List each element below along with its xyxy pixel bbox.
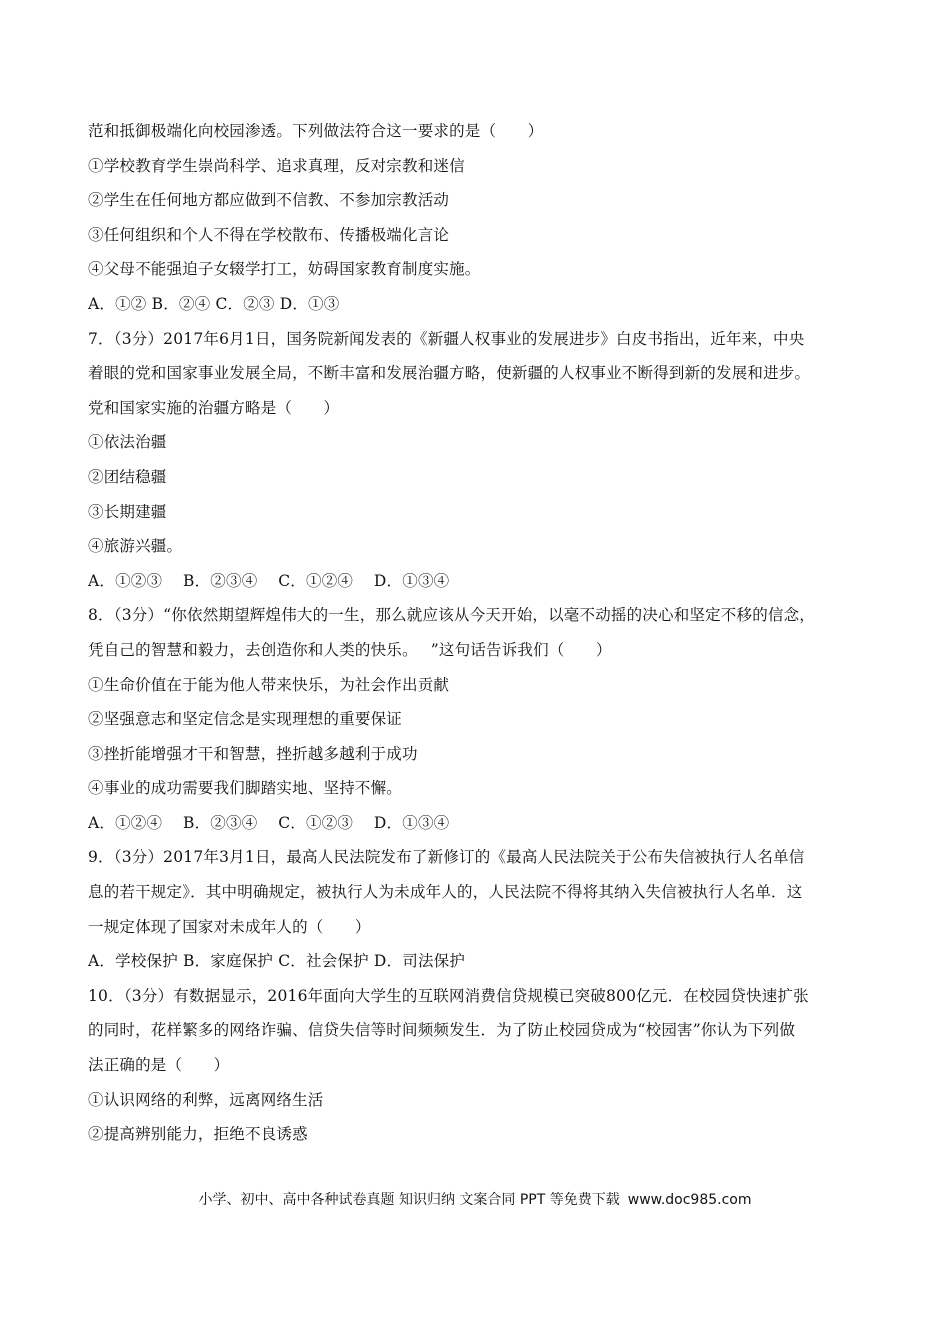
text-line: ②坚强意志和坚定信念是实现理想的重要保证 <box>88 710 403 729</box>
text-line: A．①② B．②④ C．②③ D．①③ <box>88 294 340 313</box>
text-line: 息的若干规定》．其中明确规定，被执行人为未成年人的，人民法院不得将其纳入失信被执行人名单．这 <box>88 883 803 902</box>
page-footer <box>0 1188 950 1212</box>
text-line: 一规定体现了国家对未成年人的（ ） <box>88 917 371 936</box>
text-line: 党和国家实施的治疆方略是（ ） <box>88 398 340 417</box>
text-line: ④旅游兴疆。 <box>88 537 183 556</box>
text-line: ①认识网络的利弊，远离网络生活 <box>88 1090 324 1109</box>
text-line: ①生命价值在于能为他人带来快乐，为社会作出贡献 <box>88 675 450 694</box>
text-line: A．①②④ B．②③④ C．①②③ D．①③④ <box>88 813 450 832</box>
text-line: ④父母不能强迫子女辍学打工，妨碍国家教育制度实施。 <box>88 260 481 279</box>
text-line: 凭自己的智慧和毅力，去创造你和人类的快乐。 ”这句话告诉我们（ ） <box>88 640 612 659</box>
text-line: 9．（3分）2017年3月1日，最高人民法院发布了新修订的《最高人民法院关于公布失信被执行人名单信 <box>88 848 805 867</box>
text-line: 法正确的是（ ） <box>88 1056 230 1075</box>
text-line: ③长期建疆 <box>88 502 167 521</box>
text-line: ④事业的成功需要我们脚踏实地、坚持不懈。 <box>88 779 403 798</box>
footer-text: 小学、初中、高中各种试卷真题 知识归纳 文案合同 PPT 等免费下载 <box>198 1192 620 1208</box>
text-line: 10．（3分）有数据显示，2016年面向大学生的互联网消费信贷规模已突破800亿元．在校园贷快速扩张 <box>88 986 809 1005</box>
text-line: ③任何组织和个人不得在学校散布、传播极端化言论 <box>88 225 450 244</box>
text-line: A．学校保护 B．家庭保护 C．社会保护 D．司法保护 <box>88 952 466 971</box>
text-line: 的同时，花样繁多的网络诈骗、信贷失信等时间频频发生．为了防止校园贷成为“校园害”你认为下列做 <box>88 1021 796 1040</box>
text-line: 7．（3分）2017年6月1日，国务院新闻发表的《新疆人权事业的发展进步》白皮书指出，近年来，中央 <box>88 329 805 348</box>
text-line: 8．（3分）“你依然期望辉煌伟大的一生，那么就应该从今天开始，以毫不动摇的决心和坚定不移的信念， <box>88 606 816 625</box>
text-line: ①依法治疆 <box>88 433 167 452</box>
question-content <box>88 114 878 1152</box>
text-line: ②提高辨别能力，拒绝不良诱惑 <box>88 1125 308 1144</box>
footer-url[interactable]: www.doc985.com <box>627 1192 752 1208</box>
text-line: 范和抵御极端化向校园渗透。下列做法符合这一要求的是（ ） <box>88 122 544 140</box>
text-line: ②学生在任何地方都应做到不信教、不参加宗教活动 <box>88 191 450 210</box>
text-line: ①学校教育学生崇尚科学、追求真理，反对宗教和迷信 <box>88 156 465 175</box>
text-line: 着眼的党和国家事业发展全局，不断丰富和发展治疆方略，使新疆的人权事业不断得到新的发展和进步。 <box>88 364 811 383</box>
text-line: ②团结稳疆 <box>88 467 167 486</box>
text-line: A．①②③ B．②③④ C．①②④ D．①③④ <box>88 571 450 590</box>
text-line: ③挫折能增强才干和智慧，挫折越多越利于成功 <box>88 744 418 763</box>
